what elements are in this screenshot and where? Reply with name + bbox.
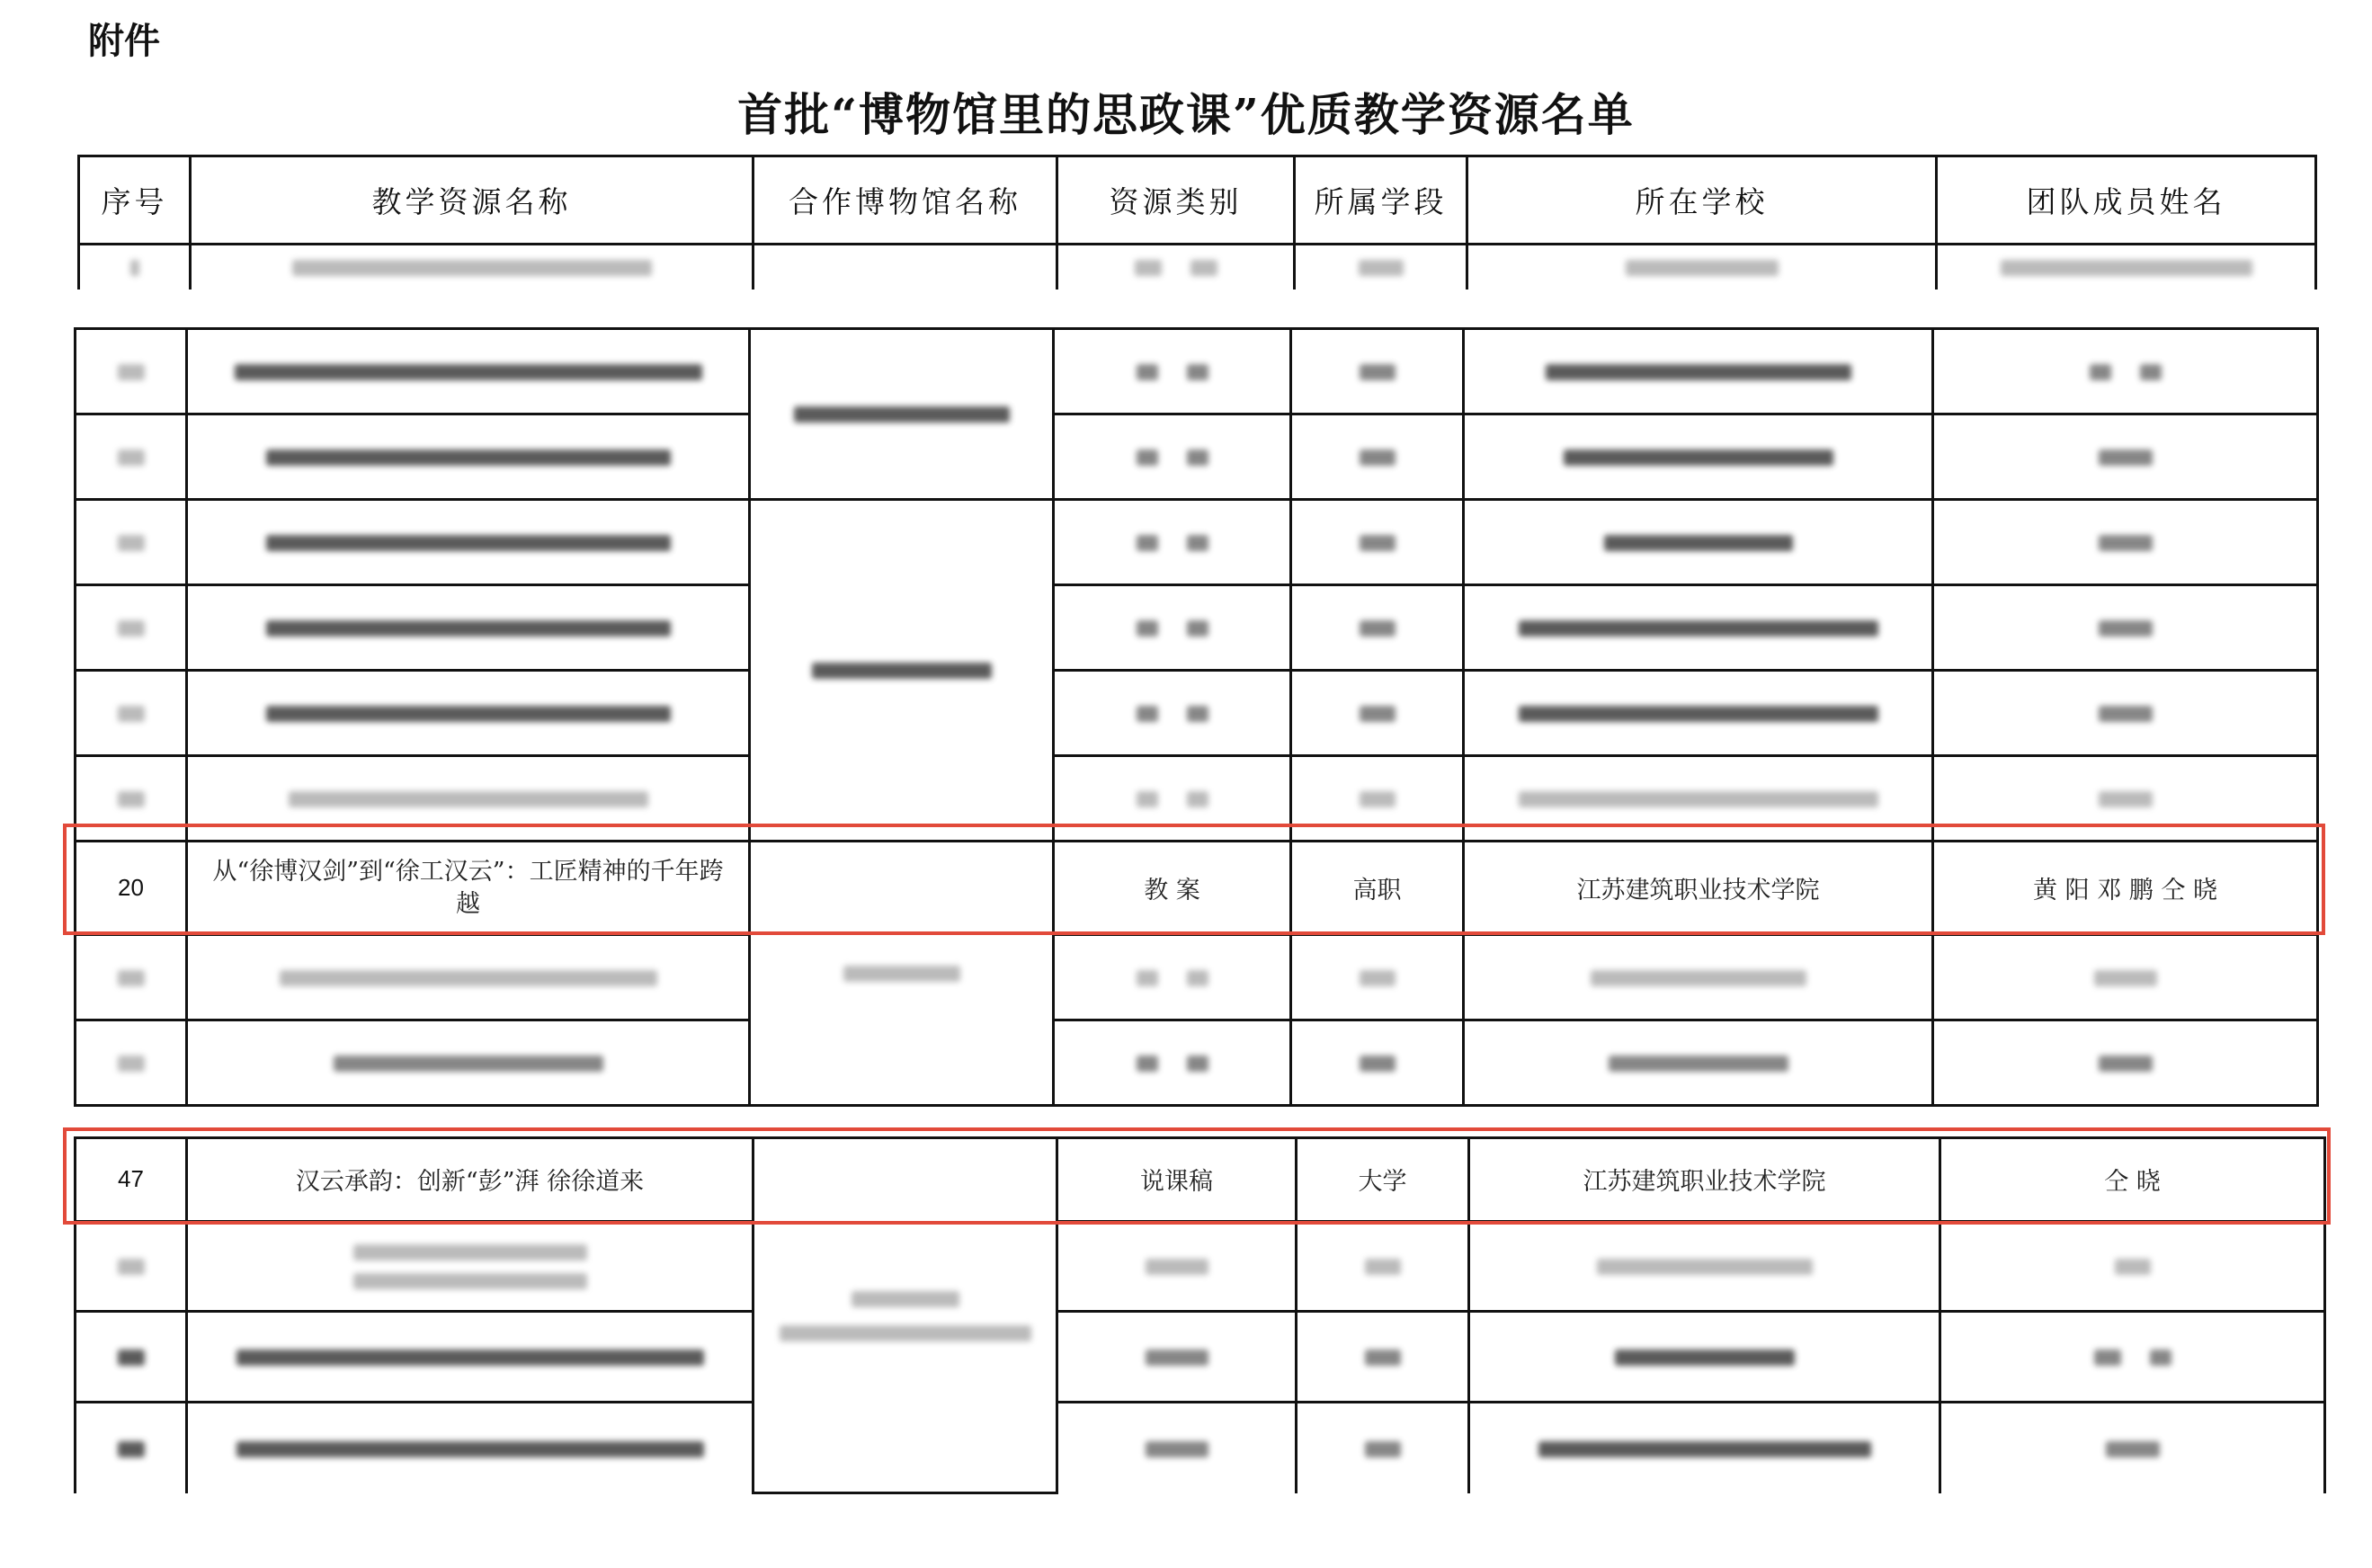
blurred-row (76, 414, 2318, 500)
table-row-47 (76, 1138, 2325, 1222)
header-index: 序号 (79, 156, 191, 245)
row20-resource-name: 从“徐博汉剑”到“徐工汉云”：工匠精神的千年跨越 (187, 842, 750, 935)
blurred-row (76, 585, 2318, 671)
header-team: 团队成员姓名 (1937, 156, 2316, 245)
header-level: 所属学段 (1295, 156, 1467, 245)
attachment-label: 附件 (88, 21, 160, 62)
header-table (77, 155, 2317, 290)
blurred-row (76, 756, 2318, 842)
table-row-20 (76, 842, 2318, 935)
header-resource-name: 教学资源名称 (191, 156, 754, 245)
blurred-row (76, 1312, 2325, 1403)
header-museum: 合作博物馆名称 (754, 156, 1057, 245)
row20-school: 江苏建筑职业技术学院 (1464, 842, 1933, 935)
blurred-row (76, 1221, 2325, 1312)
row20-museum (750, 842, 1054, 1106)
blurred-row (76, 671, 2318, 756)
row47-resource-name: 汉云承韵：创新“彭”湃 徐徐道来 (187, 1138, 754, 1222)
row47-team: 仝 晓 (1940, 1138, 2325, 1222)
header-category: 资源类别 (1057, 156, 1295, 245)
row47-level: 大学 (1297, 1138, 1469, 1222)
blurred-row (76, 329, 2318, 414)
page-title: 首批“博物馆里的思政课”优质教学资源名单 (737, 88, 1635, 141)
blurred-row (76, 500, 2318, 585)
row47-school: 江苏建筑职业技术学院 (1469, 1138, 1940, 1222)
blurred-row (76, 1020, 2318, 1106)
blurred-row (76, 1403, 2325, 1493)
row20-team: 黄 阳 邓 鹏 仝 晓 (1933, 842, 2318, 935)
row20-category: 教 案 (1054, 842, 1291, 935)
row47-index: 47 (76, 1138, 187, 1222)
bottom-table (74, 1136, 2326, 1494)
row47-category: 说课稿 (1057, 1138, 1297, 1222)
blurred-row (79, 245, 2316, 290)
blurred-row (76, 935, 2318, 1020)
header-school: 所在学校 (1467, 156, 1937, 245)
middle-table (74, 327, 2319, 1107)
row20-level: 高职 (1291, 842, 1464, 935)
row47-museum (754, 1138, 1057, 1493)
row20-index: 20 (76, 842, 187, 935)
